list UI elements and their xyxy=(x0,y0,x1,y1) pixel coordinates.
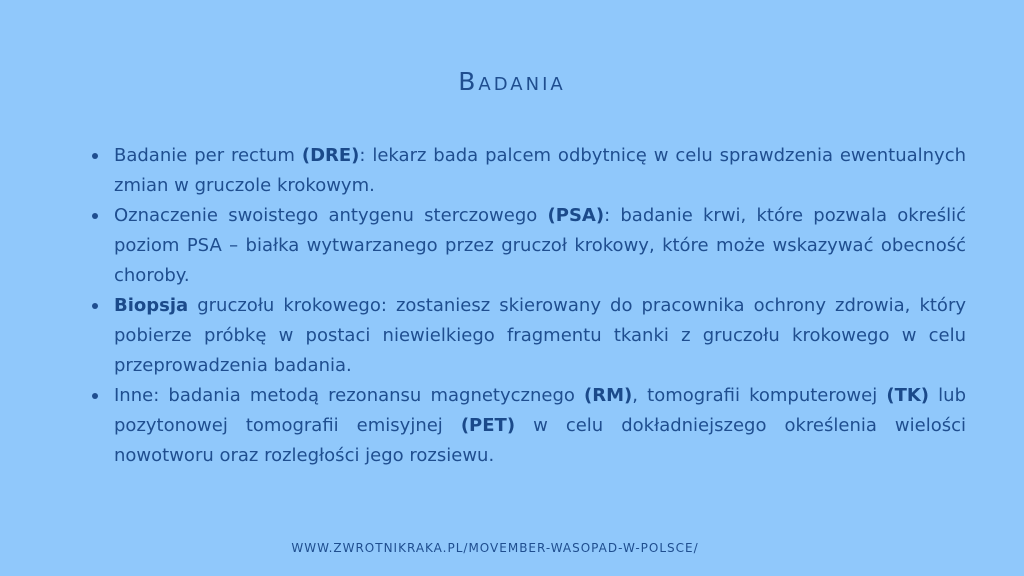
list-item xyxy=(90,141,966,201)
bullet-text: w celu dokładniejszego określenia wielości nowotworu oraz rozległości jego rozsiewu. xyxy=(114,415,966,466)
list-item xyxy=(90,381,966,471)
bullet-emphasis: (RM) xyxy=(584,385,633,406)
bullet-dot-icon xyxy=(92,303,98,309)
slide-title: Badania xyxy=(458,67,566,96)
footer-url: WWW.ZWROTNIKRAKA.PL/MOVEMBER-WASOPAD-W-POLSCE/ xyxy=(291,541,699,555)
bullet-text: Inne: badania metodą rezonansu magnetycznego xyxy=(114,385,585,406)
bullet-text: gruczołu krokowego: zostaniesz skierowany do pracownika ochrony zdrowia, który pobierze próbkę w postaci niewielkiego fragmentu tkanki z gruczołu krokowego w celu przeprowadzenia badania. xyxy=(114,295,966,376)
bullet-dot-icon xyxy=(92,213,98,219)
bullet-emphasis: (PET) xyxy=(460,415,516,436)
bullet-dot-icon xyxy=(92,153,98,159)
bullet-emphasis: (TK) xyxy=(886,385,930,406)
bullet-dot-icon xyxy=(92,393,98,399)
bullet-emphasis: (PSA) xyxy=(547,205,605,226)
bullet-emphasis: Biopsja xyxy=(114,295,189,316)
list-item xyxy=(90,201,966,291)
bullet-text: : lekarz bada palcem odbytnicę w celu sprawdzenia ewentualnych zmian w gruczole krokowym. xyxy=(114,145,966,196)
bullet-text: Oznaczenie swoistego antygenu sterczowego xyxy=(114,205,548,226)
bullet-text: , tomografii komputerowej xyxy=(632,385,887,406)
bullet-text: Badanie per rectum xyxy=(114,145,302,166)
bullet-emphasis: (DRE) xyxy=(301,145,360,166)
bullet-list xyxy=(90,141,966,471)
bullet-text: lub pozytonowej tomografii emisyjnej xyxy=(114,385,967,436)
list-item xyxy=(90,291,966,381)
bullet-text: : badanie krwi, które pozwala określić poziom PSA – białka wytwarzanego przez gruczoł krokowy, które może wskazywać obecność choroby. xyxy=(114,205,967,286)
